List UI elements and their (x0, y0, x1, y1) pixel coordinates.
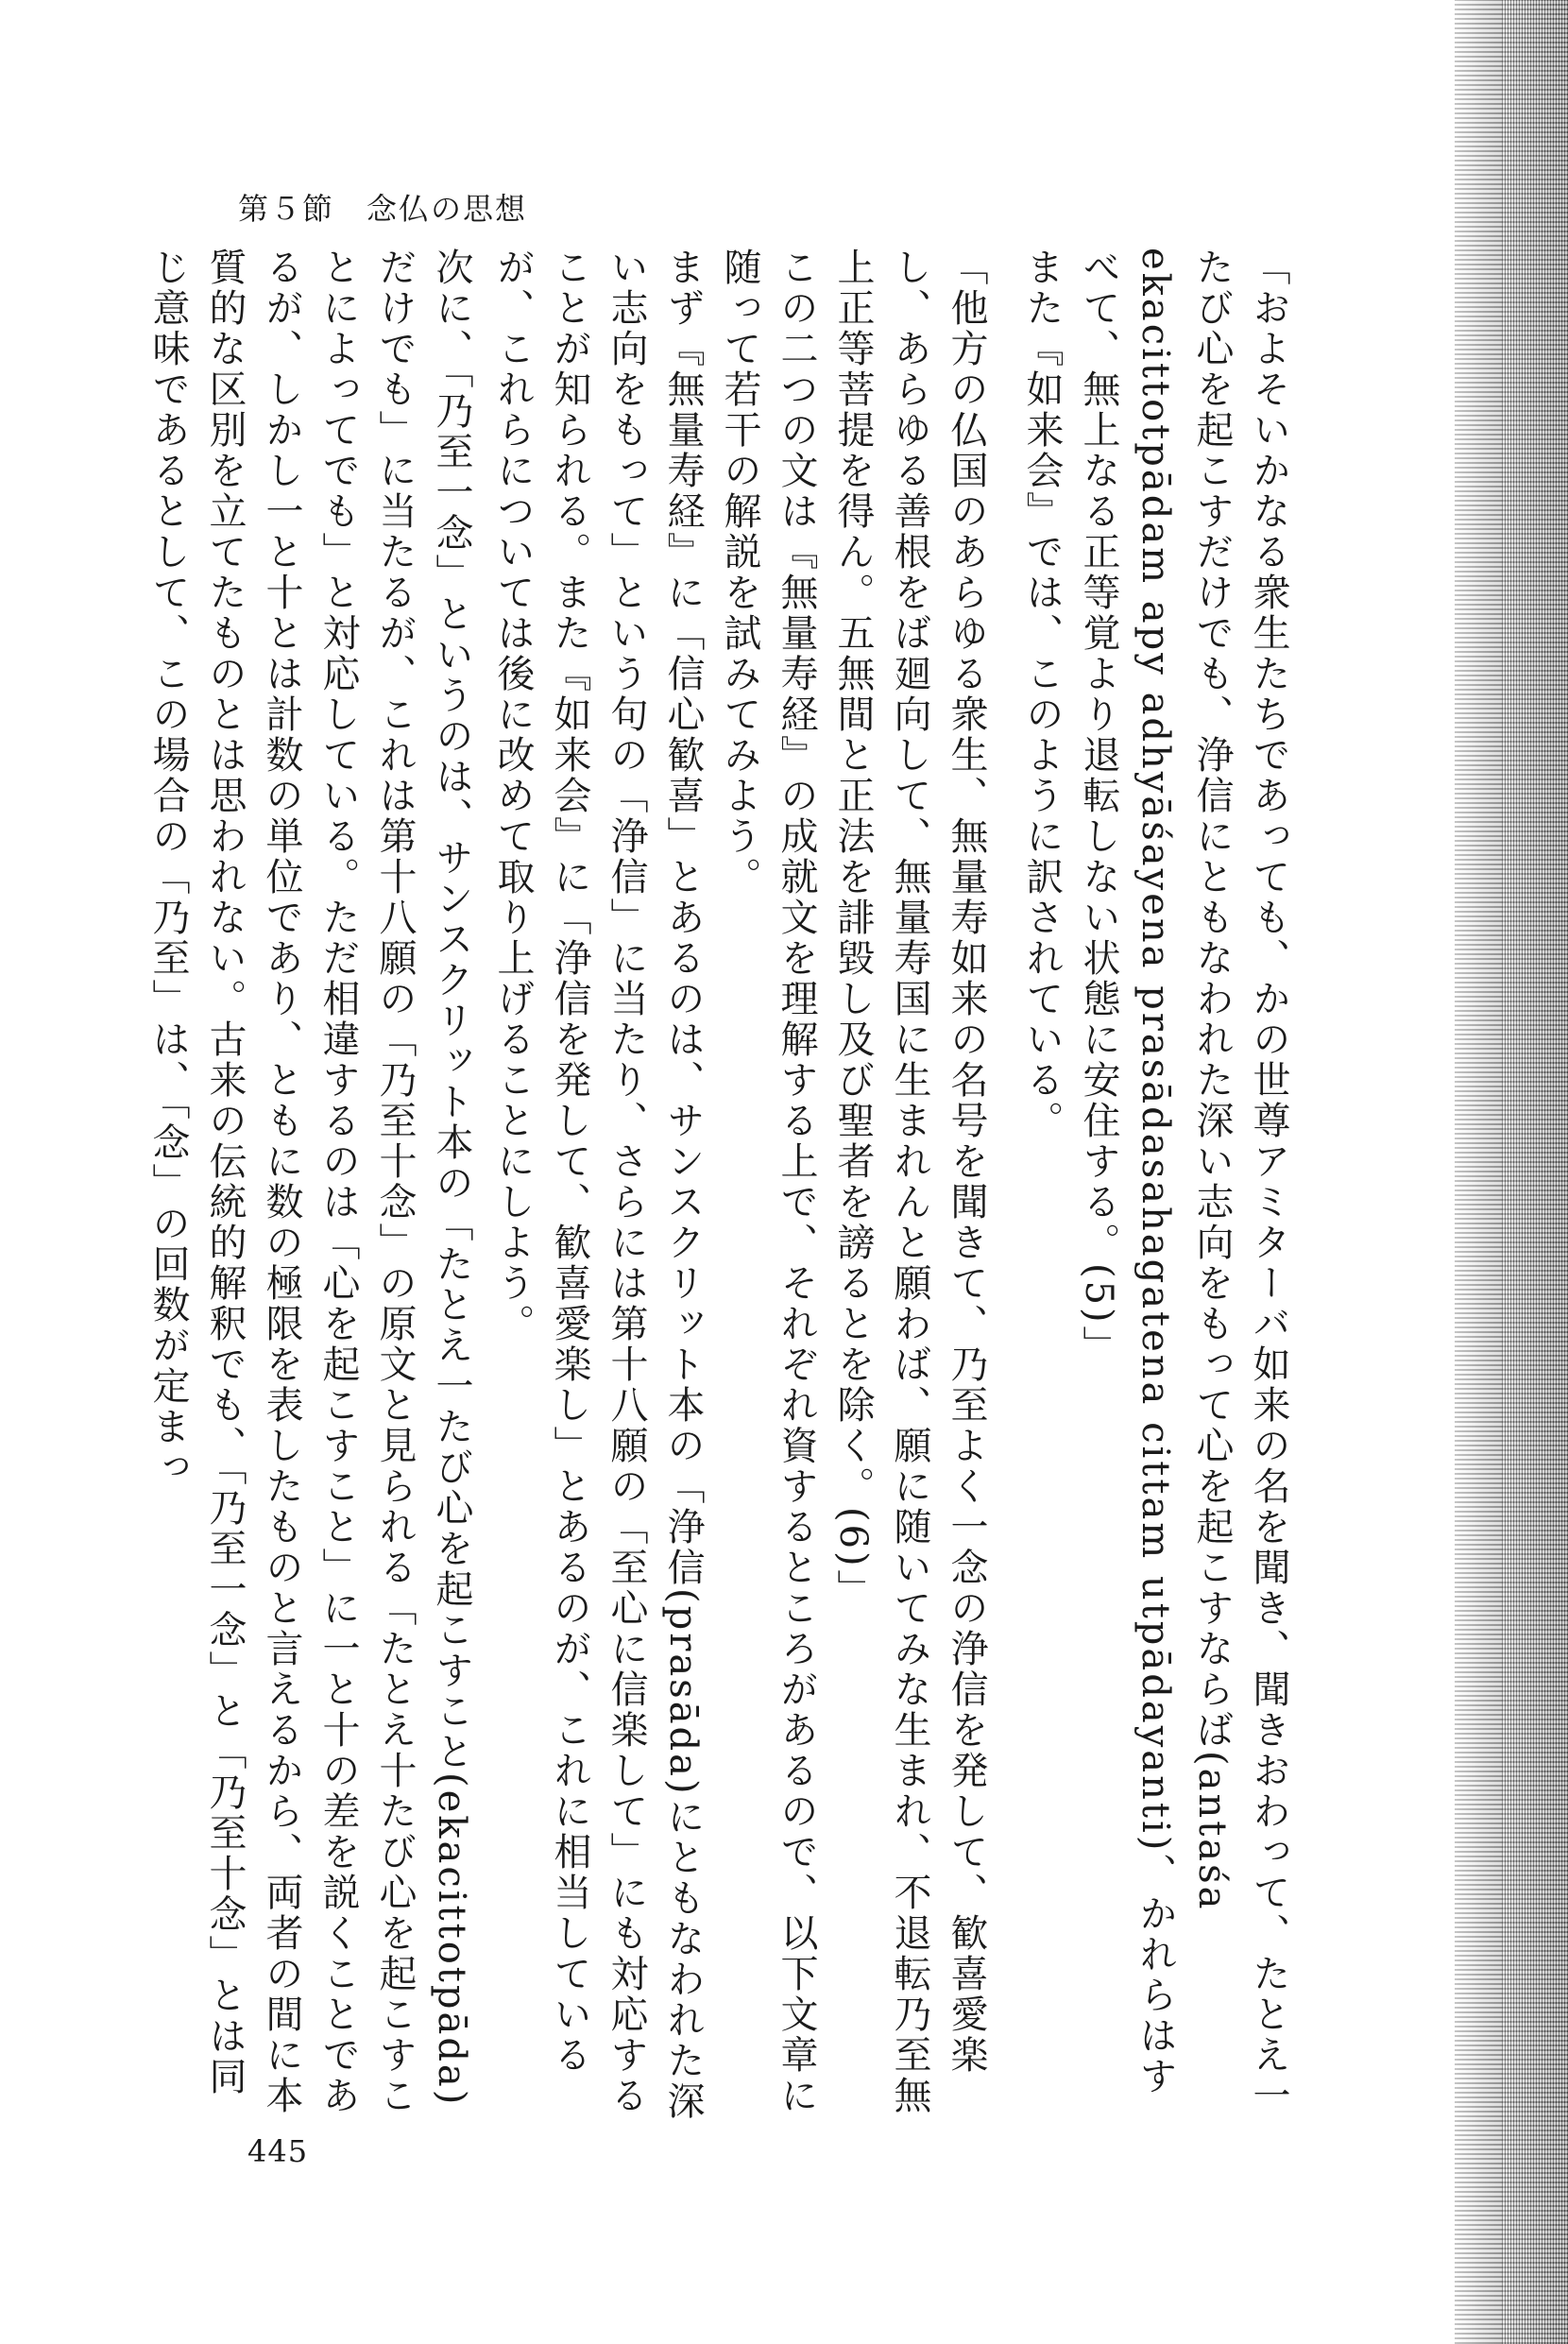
paragraph-nyoraie-intro: また『如来会』では、このように訳されている。 (1020, 248, 1064, 1141)
paragraph-naishi-ichinen: 次に、「乃至一念」というのは、サンスクリット本の「たとえ一たび心を起こすこと(ekacittotpāda)だけでも」に当たるが、これは第十八願の「乃至十念」の原文と見られる「たとえ十たび心を起こすことによってでも」と対応している。ただ相違するのは「心を起こすこと」に一と十の差を説くことであるが、しかし一と十とは計数の単位であり、ともに数の極限を表したものと言えるから、両者の間に本質的な区別を立てたものとは思われない。古来の伝統的解釈でも、「乃至一念」と「乃至十念」とは同じ意味であるとして、この場合の「乃至」は、「念」の回数が定まっ (146, 248, 473, 2116)
scan-shadow-edge (1455, 0, 1568, 2344)
paragraph-explanation-intro: この二つの文は『無量寿経』の成就文を理解する上で、それぞれ資するところがあるので、以下文章に随って若干の解説を試みてみよう。 (718, 248, 818, 2116)
vertical-body-text (146, 248, 1306, 2137)
quotation-nyoraie: 「他方の仏国のあらゆる衆生、無量寿如来の名号を聞きて、乃至よく一念の浄信を発して、歓喜愛楽し、あらゆる善根をば廻向して、無量寿国に生まれんと願わば、願に随いてみな生まれ、不退転乃至無上正等菩提を得ん。五無間と正法を誹毀し及び聖者を謗るとを除く。(6)」 (831, 248, 988, 2116)
paragraph-shinjin-kangi: まず『無量寿経』に「信心歓喜」とあるのは、サンスクリット本の「浄信(prasāda)にともなわれた深い志向をもって」という句の「浄信」に当たり、さらには第十八願の「至心に信楽して」にも対応することが知られる。また『如来会』に「浄信を発して、歓喜愛楽し」とあるのが、これに相当しているが、これらについては後に改めて取り上げることにしよう。 (491, 248, 705, 2122)
running-head: 第５節 念仏の思想 (238, 191, 528, 227)
page-number: 445 (247, 2133, 309, 2169)
quotation-sanskrit-translation: 「およそいかなる衆生たちであっても、かの世尊アミターバ如来の名を聞き、聞きおわって、たとえ一たび心を起こすだけでも、浄信にともなわれた深い志向をもって心を起こすならば(antaśa ekacittotpādam apy adhyāśayena prasādasahagatena cittam utpādayanti)、かれらはすべて、無上なる正等覚より退転しない状態に安住する。(5)」 (1077, 248, 1290, 2116)
scan-shadow-texture (1502, 0, 1568, 2344)
